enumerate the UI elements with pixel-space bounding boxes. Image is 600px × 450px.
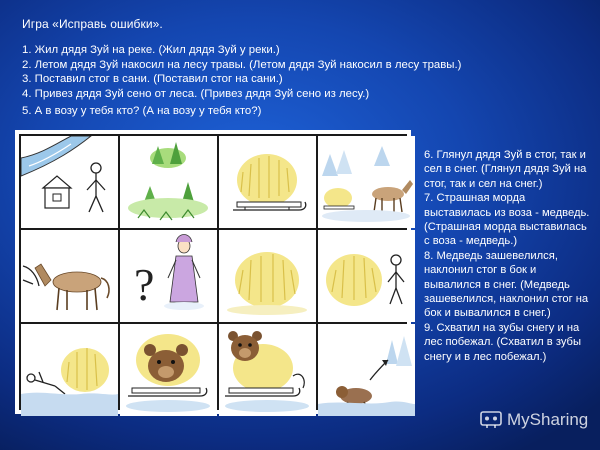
side-text bbox=[424, 148, 594, 364]
cell-winter-horse bbox=[318, 136, 415, 228]
question-and-girl-picture bbox=[120, 230, 217, 322]
bear-on-sled-picture bbox=[120, 324, 217, 416]
cell-forest-meadow bbox=[120, 136, 217, 228]
cell-question-and-girl bbox=[120, 230, 217, 322]
bear-haystack-sled-picture bbox=[219, 324, 316, 416]
cell-river-house-man bbox=[21, 136, 118, 228]
winter-horse-picture bbox=[318, 136, 415, 228]
cell-haystack-man bbox=[318, 230, 415, 322]
man-in-snow-picture bbox=[21, 324, 118, 416]
cell-hay-on-sled bbox=[219, 136, 316, 228]
sentence-item: 4. Привез дядя Зуй сено от леса. (Привез дядя Зуй сено из лесу.) bbox=[22, 87, 370, 100]
cell-bear-running-to-forest bbox=[318, 324, 415, 416]
mysharing-watermark bbox=[480, 410, 588, 430]
mysharing-logo-icon bbox=[480, 411, 502, 429]
sentence-item: 2. Летом дядя Зуй накосил на лесу травы. (Летом дядя Зуй накосил в лесу травы.) bbox=[22, 58, 462, 71]
svg-text:?: ? bbox=[134, 259, 155, 310]
horse-with-man-picture bbox=[21, 230, 118, 322]
slide-title: Игра «Исправь ошибки». bbox=[22, 17, 163, 31]
cell-horse-with-man bbox=[21, 230, 118, 322]
river-house-man-picture bbox=[21, 136, 118, 228]
haystack-picture bbox=[219, 230, 316, 322]
sentence-item: 7. Страшная морда выставилась из воза - медведь. (Страшная морда выставилась с воза - медведь.) bbox=[424, 192, 590, 248]
sentence-list bbox=[22, 43, 461, 119]
forest-meadow-picture bbox=[120, 136, 217, 228]
sentence-item: 6. Глянул дядя Зуй в стог, так и сел в снег. (Глянул дядя Зуй на стог, так и сел на снег.) bbox=[424, 149, 587, 190]
hay-on-sled-picture bbox=[219, 136, 316, 228]
sentence-item: 9. Схватил на зубы снегу и на лес побежал. (Схватил в зубы снегу и в лес побежал.) bbox=[424, 321, 581, 363]
sentence-item: 1. Жил дядя Зуй на реке. (Жил дядя Зуй у реки.) bbox=[22, 44, 280, 56]
picture-grid bbox=[15, 130, 411, 414]
bear-running-to-forest-picture bbox=[318, 324, 415, 416]
cell-bear-haystack-sled bbox=[219, 324, 316, 416]
haystack-man-picture bbox=[318, 230, 415, 322]
cell-haystack bbox=[219, 230, 316, 322]
sentence-item: 3. Поставил стог в сани. (Поставил стог на сани.) bbox=[22, 73, 283, 86]
cell-man-in-snow bbox=[21, 324, 118, 416]
sentence-item: 8. Медведь зашевелился, наклонил стог в бок и вывалился в снег. (Медведь зашевелился, наклонил стог на бок и вывалился в снег.) bbox=[424, 249, 589, 320]
sentence-item: 5. А в возу у тебя кто? (А на возу у тебя кто?) bbox=[22, 105, 262, 118]
cell-bear-on-sled bbox=[120, 324, 217, 416]
watermark-text: MySharing bbox=[507, 410, 589, 429]
